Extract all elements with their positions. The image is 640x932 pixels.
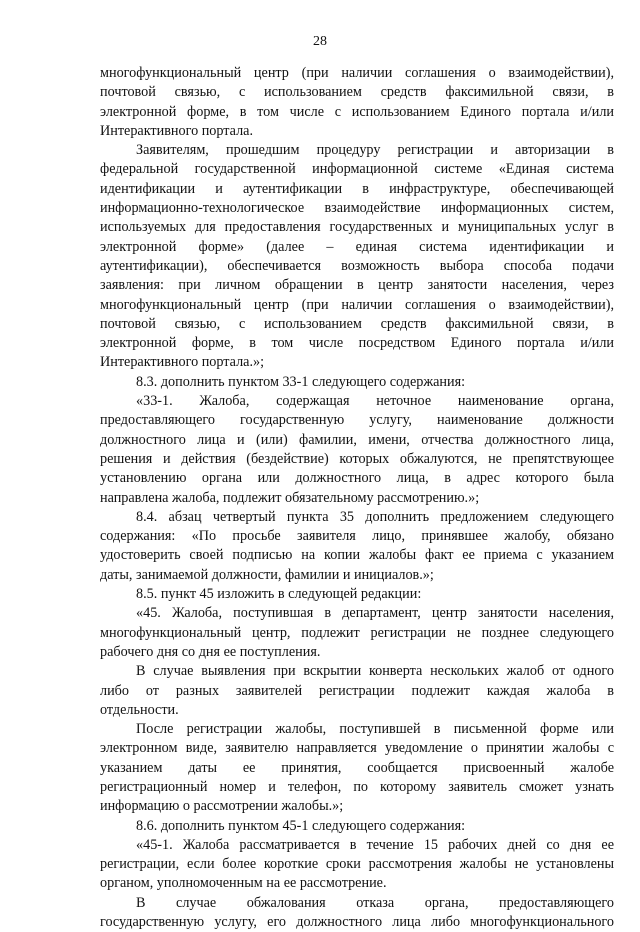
text-line: аутентификации), обеспечивается возможность выбора способа подачи xyxy=(100,257,614,274)
text-line: почтовой связью, с использованием средств факсимильной связи, в xyxy=(100,84,614,101)
text-line: информацию о рассмотрении жалобы.»; xyxy=(100,798,344,815)
text-line: государственную услугу, его должностного лица либо многофункционального xyxy=(100,914,614,931)
text-line: «45. Жалоба, поступившая в департамент, центр занятости населения, xyxy=(136,605,614,622)
text-line: даты, занимаемой должности, фамилии и инициалов.»; xyxy=(100,566,434,583)
text-line: Заявителям, прошедшим процедуру регистрации и авторизации в xyxy=(136,142,614,159)
text-line: «33-1. Жалоба, содержащая неточное наименование органа, xyxy=(136,393,614,410)
text-line: идентификации и аутентификации в инфраструктуре, обеспечивающей xyxy=(100,180,614,197)
text-line: «45-1. Жалоба рассматривается в течение 15 рабочих дней со дня ее xyxy=(136,836,614,853)
text-line: федеральной государственной информационной системе «Единая система xyxy=(100,161,614,178)
text-line: многофункциональный центр (при наличии соглашения о взаимодействии), xyxy=(100,65,614,81)
text-line: используемых для предоставления государственных и муниципальных услуг в xyxy=(100,219,614,236)
text-line: предоставляющего государственную услугу, наименование должности xyxy=(100,412,614,429)
text-line: рабочего дня со дня ее поступления. xyxy=(100,643,321,660)
text-line: органом, уполномоченным на ее рассмотрение. xyxy=(100,875,387,892)
text-line: многофункциональный центр, подлежит регистрации не позднее следующего xyxy=(100,624,614,641)
text-line: регистрационный номер и телефон, по которому заявитель сможет узнать xyxy=(100,778,614,795)
text-line: должностного лица и (или) фамилии, имени, отчества должностного лица, xyxy=(100,431,614,448)
document-body xyxy=(100,64,614,932)
page-number: 28 xyxy=(313,34,327,49)
text-line: информационно-технологическое взаимодействие информационных систем, xyxy=(100,200,614,217)
text-line: отдельности. xyxy=(100,701,179,718)
text-line: 8.4. абзац четвертый пункта 35 дополнить предложением следующего xyxy=(136,508,614,525)
text-line: После регистрации жалобы, поступившей в письменной форме или xyxy=(136,721,614,738)
text-line: указанием даты ее принятия, сообщается присвоенный жалобе xyxy=(100,759,614,776)
text-line: электронной форме, в том числе с использованием Единого портала и/или xyxy=(100,103,614,120)
text-line: содержания: «По просьбе заявителя лицо, принявшее жалобу, обязано xyxy=(100,528,614,545)
text-line: направлена жалоба, подлежит обязательному рассмотрению.»; xyxy=(100,489,480,506)
text-line: В случае выявления при вскрытии конверта нескольких жалоб от одного xyxy=(136,663,614,680)
text-line: почтовой связью, с использованием средств факсимильной связи, в xyxy=(100,315,614,332)
text-line: электронной форме, в том числе посредством Единого портала и/или xyxy=(100,335,614,352)
text-line: электронной форме» (далее – единая система идентификации и xyxy=(100,238,614,255)
text-line: удостоверить своей подписью на копии жалобы факт ее приема с указанием xyxy=(100,547,614,564)
text-line: регистрации, если более короткие сроки рассмотрения жалобы не установлены xyxy=(100,856,614,873)
text-line: решения и действия (бездействие) которых обжалуются, не препятствующее xyxy=(100,450,614,467)
text-line: 8.6. дополнить пунктом 45-1 следующего содержания: xyxy=(136,817,466,834)
text-line: 8.5. пункт 45 изложить в следующей редакции: xyxy=(136,586,422,603)
text-line: Интерактивного портала. xyxy=(100,122,254,139)
text-line: многофункциональный центр (при наличии соглашения о взаимодействии), xyxy=(100,296,614,313)
text-line: заявления: при личном обращении в центр занятости населения, через xyxy=(100,277,614,294)
text-line: 8.3. дополнить пунктом 33-1 следующего содержания: xyxy=(136,373,466,390)
text-line: электронном виде, заявителю направляется уведомление о принятии жалобы с xyxy=(100,740,614,757)
text-line: либо от разных заявителей регистрации подлежит каждая жалоба в xyxy=(100,682,614,699)
text-line: В случае обжалования отказа органа, предоставляющего xyxy=(136,894,614,911)
text-line: установлению органа или должностного лица, в адрес которого была xyxy=(100,470,614,487)
text-line: Интерактивного портала.»; xyxy=(100,354,265,371)
